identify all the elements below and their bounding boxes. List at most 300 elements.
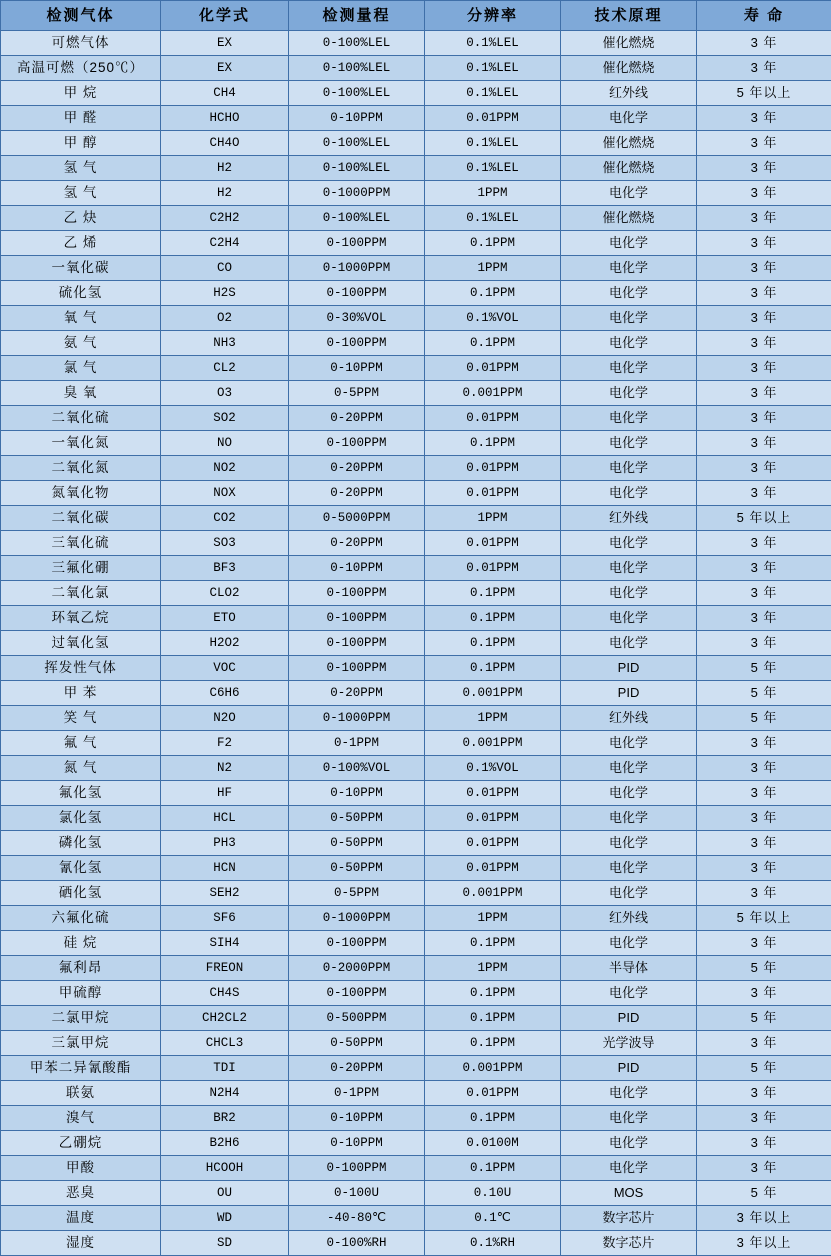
cell-lifespan: 3 年 bbox=[697, 231, 831, 256]
cell-resolution: 0.0100M bbox=[425, 1131, 561, 1156]
cell-resolution: 0.1PPM bbox=[425, 581, 561, 606]
cell-chemical-formula: CLO2 bbox=[161, 581, 289, 606]
cell-chemical-formula: HCOOH bbox=[161, 1156, 289, 1181]
cell-gas-name: 甲 苯 bbox=[1, 681, 161, 706]
cell-detection-range: 0-10PPM bbox=[289, 1131, 425, 1156]
cell-resolution: 0.1%VOL bbox=[425, 756, 561, 781]
table-row bbox=[1, 806, 831, 831]
cell-gas-name: 二氧化氯 bbox=[1, 581, 161, 606]
cell-gas-name: 氟利昂 bbox=[1, 956, 161, 981]
cell-lifespan: 3 年 bbox=[697, 256, 831, 281]
cell-technical-principle: PID bbox=[561, 1056, 697, 1081]
cell-technical-principle: 电化学 bbox=[561, 106, 697, 131]
cell-resolution: 0.01PPM bbox=[425, 556, 561, 581]
cell-lifespan: 3 年 bbox=[697, 1156, 831, 1181]
cell-chemical-formula: CH4 bbox=[161, 81, 289, 106]
cell-technical-principle: 数字芯片 bbox=[561, 1231, 697, 1256]
cell-gas-name: 氰化氢 bbox=[1, 856, 161, 881]
cell-detection-range: 0-10PPM bbox=[289, 556, 425, 581]
cell-technical-principle: 电化学 bbox=[561, 731, 697, 756]
cell-detection-range: 0-1000PPM bbox=[289, 256, 425, 281]
cell-resolution: 0.01PPM bbox=[425, 106, 561, 131]
cell-technical-principle: 电化学 bbox=[561, 381, 697, 406]
table-row bbox=[1, 706, 831, 731]
cell-resolution: 0.1PPM bbox=[425, 1106, 561, 1131]
cell-resolution: 1PPM bbox=[425, 706, 561, 731]
cell-chemical-formula: CH4O bbox=[161, 131, 289, 156]
cell-gas-name: 氢 气 bbox=[1, 156, 161, 181]
cell-lifespan: 3 年 bbox=[697, 331, 831, 356]
cell-gas-name: 氟 气 bbox=[1, 731, 161, 756]
table-row bbox=[1, 81, 831, 106]
cell-chemical-formula: TDI bbox=[161, 1056, 289, 1081]
cell-resolution: 0.1PPM bbox=[425, 331, 561, 356]
cell-resolution: 1PPM bbox=[425, 906, 561, 931]
cell-technical-principle: 电化学 bbox=[561, 606, 697, 631]
header-detection-range: 检测量程 bbox=[289, 1, 425, 31]
table-row bbox=[1, 656, 831, 681]
cell-resolution: 0.1PPM bbox=[425, 231, 561, 256]
table-row bbox=[1, 481, 831, 506]
cell-chemical-formula: SD bbox=[161, 1231, 289, 1256]
cell-technical-principle: 催化燃烧 bbox=[561, 206, 697, 231]
cell-resolution: 0.1%LEL bbox=[425, 131, 561, 156]
cell-lifespan: 3 年 bbox=[697, 1106, 831, 1131]
cell-chemical-formula: EX bbox=[161, 31, 289, 56]
cell-chemical-formula: B2H6 bbox=[161, 1131, 289, 1156]
cell-resolution: 0.001PPM bbox=[425, 1056, 561, 1081]
cell-resolution: 0.01PPM bbox=[425, 806, 561, 831]
cell-gas-name: 氯 气 bbox=[1, 356, 161, 381]
cell-chemical-formula: CHCL3 bbox=[161, 1031, 289, 1056]
cell-resolution: 0.001PPM bbox=[425, 381, 561, 406]
table-row bbox=[1, 356, 831, 381]
cell-lifespan: 3 年 bbox=[697, 831, 831, 856]
cell-detection-range: 0-100PPM bbox=[289, 331, 425, 356]
cell-lifespan: 3 年 bbox=[697, 456, 831, 481]
cell-lifespan: 5 年 bbox=[697, 656, 831, 681]
cell-detection-range: 0-100U bbox=[289, 1181, 425, 1206]
cell-lifespan: 5 年 bbox=[697, 706, 831, 731]
cell-gas-name: 湿度 bbox=[1, 1231, 161, 1256]
cell-detection-range: 0-5PPM bbox=[289, 381, 425, 406]
cell-lifespan: 3 年 bbox=[697, 881, 831, 906]
cell-lifespan: 3 年 bbox=[697, 381, 831, 406]
table-row bbox=[1, 1006, 831, 1031]
cell-gas-name: 二氧化硫 bbox=[1, 406, 161, 431]
cell-technical-principle: 电化学 bbox=[561, 281, 697, 306]
cell-resolution: 0.1PPM bbox=[425, 1031, 561, 1056]
cell-lifespan: 5 年以上 bbox=[697, 81, 831, 106]
cell-technical-principle: 催化燃烧 bbox=[561, 131, 697, 156]
cell-chemical-formula: N2O bbox=[161, 706, 289, 731]
cell-gas-name: 三氧化硫 bbox=[1, 531, 161, 556]
cell-lifespan: 3 年 bbox=[697, 156, 831, 181]
cell-technical-principle: 电化学 bbox=[561, 881, 697, 906]
cell-lifespan: 3 年 bbox=[697, 31, 831, 56]
cell-gas-name: 三氯甲烷 bbox=[1, 1031, 161, 1056]
cell-resolution: 0.1PPM bbox=[425, 981, 561, 1006]
cell-technical-principle: 电化学 bbox=[561, 556, 697, 581]
cell-lifespan: 3 年 bbox=[697, 731, 831, 756]
cell-lifespan: 3 年 bbox=[697, 206, 831, 231]
cell-technical-principle: 催化燃烧 bbox=[561, 56, 697, 81]
cell-resolution: 0.1PPM bbox=[425, 656, 561, 681]
cell-technical-principle: PID bbox=[561, 1006, 697, 1031]
cell-gas-name: 甲苯二异氰酸酯 bbox=[1, 1056, 161, 1081]
cell-lifespan: 3 年 bbox=[697, 806, 831, 831]
cell-resolution: 0.1%VOL bbox=[425, 306, 561, 331]
cell-chemical-formula: C6H6 bbox=[161, 681, 289, 706]
cell-chemical-formula: CL2 bbox=[161, 356, 289, 381]
cell-lifespan: 3 年 bbox=[697, 531, 831, 556]
cell-technical-principle: 电化学 bbox=[561, 631, 697, 656]
cell-detection-range: 0-100%VOL bbox=[289, 756, 425, 781]
cell-gas-name: 氢 气 bbox=[1, 181, 161, 206]
cell-chemical-formula: SO3 bbox=[161, 531, 289, 556]
cell-resolution: 0.1PPM bbox=[425, 631, 561, 656]
cell-technical-principle: 电化学 bbox=[561, 931, 697, 956]
cell-gas-name: 联氨 bbox=[1, 1081, 161, 1106]
cell-technical-principle: 电化学 bbox=[561, 531, 697, 556]
cell-chemical-formula: HCL bbox=[161, 806, 289, 831]
cell-detection-range: 0-100PPM bbox=[289, 631, 425, 656]
cell-resolution: 1PPM bbox=[425, 956, 561, 981]
cell-detection-range: 0-100%LEL bbox=[289, 31, 425, 56]
cell-technical-principle: 电化学 bbox=[561, 1106, 697, 1131]
table-row bbox=[1, 781, 831, 806]
cell-lifespan: 5 年 bbox=[697, 1006, 831, 1031]
cell-lifespan: 3 年 bbox=[697, 181, 831, 206]
cell-detection-range: 0-1PPM bbox=[289, 731, 425, 756]
cell-gas-name: 乙 炔 bbox=[1, 206, 161, 231]
cell-resolution: 0.001PPM bbox=[425, 681, 561, 706]
cell-chemical-formula: H2 bbox=[161, 156, 289, 181]
cell-lifespan: 3 年 bbox=[697, 1081, 831, 1106]
cell-technical-principle: 电化学 bbox=[561, 581, 697, 606]
cell-resolution: 0.1PPM bbox=[425, 1006, 561, 1031]
table-row bbox=[1, 856, 831, 881]
table-row bbox=[1, 381, 831, 406]
cell-technical-principle: 电化学 bbox=[561, 431, 697, 456]
cell-chemical-formula: OU bbox=[161, 1181, 289, 1206]
cell-technical-principle: 电化学 bbox=[561, 181, 697, 206]
cell-lifespan: 3 年 bbox=[697, 56, 831, 81]
cell-resolution: 0.1PPM bbox=[425, 606, 561, 631]
cell-lifespan: 3 年以上 bbox=[697, 1231, 831, 1256]
cell-chemical-formula: WD bbox=[161, 1206, 289, 1231]
cell-detection-range: -40-80℃ bbox=[289, 1206, 425, 1231]
cell-technical-principle: 数字芯片 bbox=[561, 1206, 697, 1231]
cell-detection-range: 0-1000PPM bbox=[289, 706, 425, 731]
table-row bbox=[1, 731, 831, 756]
cell-lifespan: 5 年以上 bbox=[697, 906, 831, 931]
table-row bbox=[1, 1106, 831, 1131]
table-row bbox=[1, 256, 831, 281]
table-row bbox=[1, 156, 831, 181]
cell-resolution: 0.1%LEL bbox=[425, 156, 561, 181]
cell-lifespan: 3 年 bbox=[697, 281, 831, 306]
table-row bbox=[1, 1181, 831, 1206]
cell-resolution: 0.01PPM bbox=[425, 531, 561, 556]
cell-lifespan: 3 年 bbox=[697, 406, 831, 431]
cell-lifespan: 3 年 bbox=[697, 856, 831, 881]
cell-lifespan: 3 年 bbox=[697, 631, 831, 656]
cell-chemical-formula: N2H4 bbox=[161, 1081, 289, 1106]
cell-gas-name: 笑 气 bbox=[1, 706, 161, 731]
cell-detection-range: 0-50PPM bbox=[289, 856, 425, 881]
cell-gas-name: 甲硫醇 bbox=[1, 981, 161, 1006]
cell-lifespan: 3 年 bbox=[697, 581, 831, 606]
table-row bbox=[1, 531, 831, 556]
cell-lifespan: 5 年 bbox=[697, 1181, 831, 1206]
cell-detection-range: 0-100%LEL bbox=[289, 56, 425, 81]
cell-resolution: 0.01PPM bbox=[425, 1081, 561, 1106]
cell-chemical-formula: CO2 bbox=[161, 506, 289, 531]
cell-detection-range: 0-50PPM bbox=[289, 806, 425, 831]
table-body bbox=[1, 31, 831, 1256]
cell-detection-range: 0-100PPM bbox=[289, 1156, 425, 1181]
cell-resolution: 0.01PPM bbox=[425, 856, 561, 881]
cell-detection-range: 0-100PPM bbox=[289, 581, 425, 606]
cell-resolution: 0.01PPM bbox=[425, 481, 561, 506]
table-row bbox=[1, 881, 831, 906]
cell-resolution: 0.01PPM bbox=[425, 356, 561, 381]
cell-detection-range: 0-100%LEL bbox=[289, 206, 425, 231]
cell-detection-range: 0-100PPM bbox=[289, 981, 425, 1006]
cell-resolution: 0.01PPM bbox=[425, 406, 561, 431]
cell-chemical-formula: SEH2 bbox=[161, 881, 289, 906]
table-header bbox=[1, 1, 831, 31]
table-row bbox=[1, 306, 831, 331]
cell-lifespan: 3 年 bbox=[697, 931, 831, 956]
cell-gas-name: 二氧化碳 bbox=[1, 506, 161, 531]
cell-gas-name: 硅 烷 bbox=[1, 931, 161, 956]
cell-technical-principle: 红外线 bbox=[561, 81, 697, 106]
cell-detection-range: 0-20PPM bbox=[289, 481, 425, 506]
cell-detection-range: 0-1000PPM bbox=[289, 906, 425, 931]
table-row bbox=[1, 1031, 831, 1056]
cell-technical-principle: PID bbox=[561, 681, 697, 706]
header-gas-name: 检测气体 bbox=[1, 1, 161, 31]
cell-gas-name: 氨 气 bbox=[1, 331, 161, 356]
cell-chemical-formula: ETO bbox=[161, 606, 289, 631]
cell-technical-principle: 红外线 bbox=[561, 706, 697, 731]
cell-lifespan: 3 年 bbox=[697, 306, 831, 331]
table-row bbox=[1, 1131, 831, 1156]
cell-technical-principle: 电化学 bbox=[561, 806, 697, 831]
cell-detection-range: 0-5PPM bbox=[289, 881, 425, 906]
cell-resolution: 0.10U bbox=[425, 1181, 561, 1206]
cell-lifespan: 3 年 bbox=[697, 481, 831, 506]
cell-detection-range: 0-100PPM bbox=[289, 281, 425, 306]
cell-technical-principle: 红外线 bbox=[561, 506, 697, 531]
cell-lifespan: 3 年 bbox=[697, 106, 831, 131]
cell-gas-name: 硒化氢 bbox=[1, 881, 161, 906]
cell-lifespan: 3 年 bbox=[697, 356, 831, 381]
cell-gas-name: 氮 气 bbox=[1, 756, 161, 781]
cell-detection-range: 0-100PPM bbox=[289, 231, 425, 256]
cell-detection-range: 0-10PPM bbox=[289, 781, 425, 806]
table-row bbox=[1, 456, 831, 481]
cell-lifespan: 5 年 bbox=[697, 681, 831, 706]
cell-chemical-formula: O2 bbox=[161, 306, 289, 331]
cell-lifespan: 3 年以上 bbox=[697, 1206, 831, 1231]
cell-detection-range: 0-100PPM bbox=[289, 431, 425, 456]
cell-gas-name: 甲 醛 bbox=[1, 106, 161, 131]
cell-gas-name: 甲 烷 bbox=[1, 81, 161, 106]
table-row bbox=[1, 1081, 831, 1106]
table-row bbox=[1, 231, 831, 256]
cell-chemical-formula: EX bbox=[161, 56, 289, 81]
cell-chemical-formula: HCN bbox=[161, 856, 289, 881]
cell-detection-range: 0-100%LEL bbox=[289, 131, 425, 156]
cell-detection-range: 0-20PPM bbox=[289, 1056, 425, 1081]
cell-chemical-formula: NOX bbox=[161, 481, 289, 506]
cell-chemical-formula: H2 bbox=[161, 181, 289, 206]
cell-lifespan: 3 年 bbox=[697, 756, 831, 781]
table-row bbox=[1, 1056, 831, 1081]
table-row bbox=[1, 956, 831, 981]
cell-chemical-formula: FREON bbox=[161, 956, 289, 981]
cell-detection-range: 0-100%LEL bbox=[289, 81, 425, 106]
cell-chemical-formula: PH3 bbox=[161, 831, 289, 856]
cell-gas-name: 高温可燃（250℃） bbox=[1, 56, 161, 81]
cell-detection-range: 0-100%LEL bbox=[289, 156, 425, 181]
cell-technical-principle: 电化学 bbox=[561, 981, 697, 1006]
cell-resolution: 0.01PPM bbox=[425, 456, 561, 481]
cell-detection-range: 0-50PPM bbox=[289, 1031, 425, 1056]
cell-resolution: 0.1%LEL bbox=[425, 56, 561, 81]
table-row bbox=[1, 981, 831, 1006]
cell-technical-principle: 电化学 bbox=[561, 456, 697, 481]
cell-resolution: 1PPM bbox=[425, 506, 561, 531]
table-row bbox=[1, 631, 831, 656]
header-chemical-formula: 化学式 bbox=[161, 1, 289, 31]
cell-technical-principle: 电化学 bbox=[561, 356, 697, 381]
cell-resolution: 0.1%LEL bbox=[425, 81, 561, 106]
cell-chemical-formula: H2O2 bbox=[161, 631, 289, 656]
cell-resolution: 0.1%LEL bbox=[425, 31, 561, 56]
table-row bbox=[1, 1206, 831, 1231]
table-row bbox=[1, 431, 831, 456]
cell-detection-range: 0-10PPM bbox=[289, 106, 425, 131]
cell-chemical-formula: C2H4 bbox=[161, 231, 289, 256]
cell-gas-name: 甲 醇 bbox=[1, 131, 161, 156]
cell-technical-principle: 电化学 bbox=[561, 831, 697, 856]
cell-chemical-formula: NO2 bbox=[161, 456, 289, 481]
cell-gas-name: 二氧化氮 bbox=[1, 456, 161, 481]
cell-chemical-formula: CH4S bbox=[161, 981, 289, 1006]
cell-detection-range: 0-100PPM bbox=[289, 656, 425, 681]
cell-resolution: 0.01PPM bbox=[425, 831, 561, 856]
cell-technical-principle: 光学波导 bbox=[561, 1031, 697, 1056]
table-row bbox=[1, 331, 831, 356]
table-row bbox=[1, 181, 831, 206]
cell-technical-principle: 催化燃烧 bbox=[561, 156, 697, 181]
cell-detection-range: 0-100PPM bbox=[289, 931, 425, 956]
cell-gas-name: 温度 bbox=[1, 1206, 161, 1231]
table-row bbox=[1, 206, 831, 231]
cell-gas-name: 恶臭 bbox=[1, 1181, 161, 1206]
cell-lifespan: 5 年以上 bbox=[697, 506, 831, 531]
cell-technical-principle: 电化学 bbox=[561, 406, 697, 431]
cell-lifespan: 3 年 bbox=[697, 606, 831, 631]
cell-chemical-formula: NO bbox=[161, 431, 289, 456]
cell-resolution: 0.1PPM bbox=[425, 431, 561, 456]
cell-chemical-formula: O3 bbox=[161, 381, 289, 406]
cell-detection-range: 0-2000PPM bbox=[289, 956, 425, 981]
cell-technical-principle: 电化学 bbox=[561, 331, 697, 356]
cell-lifespan: 3 年 bbox=[697, 1131, 831, 1156]
cell-technical-principle: 电化学 bbox=[561, 306, 697, 331]
cell-detection-range: 0-10PPM bbox=[289, 1106, 425, 1131]
table-row bbox=[1, 606, 831, 631]
cell-detection-range: 0-100%RH bbox=[289, 1231, 425, 1256]
header-resolution: 分辨率 bbox=[425, 1, 561, 31]
cell-technical-principle: 催化燃烧 bbox=[561, 31, 697, 56]
cell-chemical-formula: BR2 bbox=[161, 1106, 289, 1131]
table-row bbox=[1, 131, 831, 156]
table-row bbox=[1, 281, 831, 306]
cell-chemical-formula: SF6 bbox=[161, 906, 289, 931]
cell-gas-name: 可燃气体 bbox=[1, 31, 161, 56]
cell-technical-principle: 电化学 bbox=[561, 1156, 697, 1181]
table-row bbox=[1, 556, 831, 581]
header-technical-principle: 技术原理 bbox=[561, 1, 697, 31]
cell-lifespan: 5 年 bbox=[697, 956, 831, 981]
cell-detection-range: 0-1PPM bbox=[289, 1081, 425, 1106]
cell-chemical-formula: CO bbox=[161, 256, 289, 281]
cell-technical-principle: 红外线 bbox=[561, 906, 697, 931]
cell-chemical-formula: NH3 bbox=[161, 331, 289, 356]
cell-chemical-formula: BF3 bbox=[161, 556, 289, 581]
cell-detection-range: 0-20PPM bbox=[289, 681, 425, 706]
cell-chemical-formula: H2S bbox=[161, 281, 289, 306]
cell-gas-name: 溴气 bbox=[1, 1106, 161, 1131]
cell-resolution: 0.01PPM bbox=[425, 781, 561, 806]
cell-gas-name: 三氟化硼 bbox=[1, 556, 161, 581]
cell-gas-name: 乙 烯 bbox=[1, 231, 161, 256]
cell-gas-name: 氟化氢 bbox=[1, 781, 161, 806]
cell-lifespan: 3 年 bbox=[697, 981, 831, 1006]
table-row bbox=[1, 831, 831, 856]
cell-gas-name: 一氧化氮 bbox=[1, 431, 161, 456]
cell-chemical-formula: HCHO bbox=[161, 106, 289, 131]
cell-gas-name: 挥发性气体 bbox=[1, 656, 161, 681]
cell-technical-principle: 电化学 bbox=[561, 756, 697, 781]
header-lifespan: 寿 命 bbox=[697, 1, 831, 31]
cell-technical-principle: 电化学 bbox=[561, 856, 697, 881]
cell-gas-name: 环氧乙烷 bbox=[1, 606, 161, 631]
table-row bbox=[1, 506, 831, 531]
table-row bbox=[1, 1156, 831, 1181]
cell-detection-range: 0-5000PPM bbox=[289, 506, 425, 531]
cell-technical-principle: 电化学 bbox=[561, 1081, 697, 1106]
cell-lifespan: 3 年 bbox=[697, 131, 831, 156]
cell-detection-range: 0-10PPM bbox=[289, 356, 425, 381]
cell-detection-range: 0-500PPM bbox=[289, 1006, 425, 1031]
cell-lifespan: 3 年 bbox=[697, 1031, 831, 1056]
cell-gas-name: 乙硼烷 bbox=[1, 1131, 161, 1156]
cell-technical-principle: 电化学 bbox=[561, 1131, 697, 1156]
cell-technical-principle: 电化学 bbox=[561, 256, 697, 281]
cell-chemical-formula: VOC bbox=[161, 656, 289, 681]
cell-gas-name: 甲酸 bbox=[1, 1156, 161, 1181]
cell-gas-name: 二氯甲烷 bbox=[1, 1006, 161, 1031]
cell-gas-name: 六氟化硫 bbox=[1, 906, 161, 931]
cell-detection-range: 0-100PPM bbox=[289, 606, 425, 631]
